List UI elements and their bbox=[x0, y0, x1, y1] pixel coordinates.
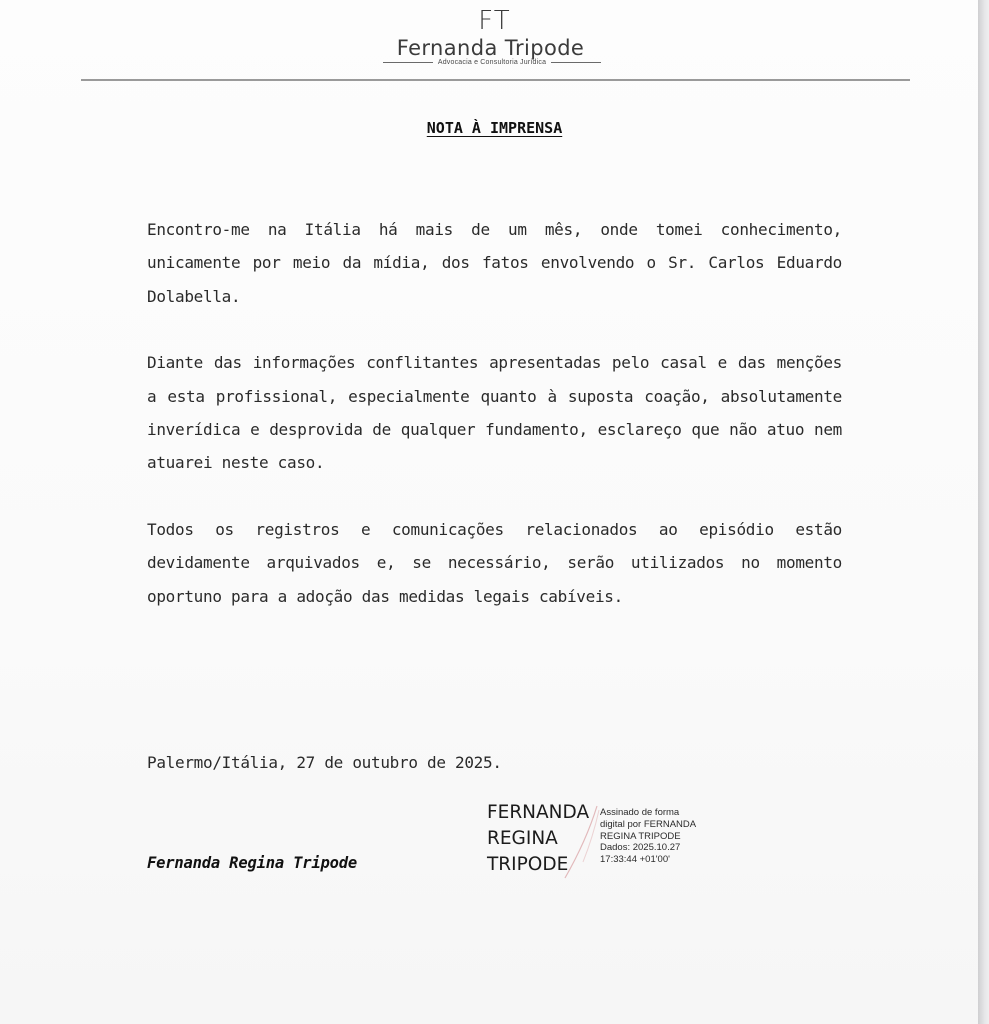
digital-signature-stamp bbox=[487, 800, 717, 882]
signature-info bbox=[600, 807, 696, 866]
place-date: Palermo/Itália, 27 de outubro de 2025. bbox=[147, 753, 502, 772]
signature-info-line: digital por FERNANDA bbox=[600, 818, 697, 830]
signer-name: Fernanda Regina Tripode bbox=[147, 854, 358, 872]
signature-info-line: REGINA TRIPODE bbox=[600, 830, 681, 842]
document-body bbox=[147, 213, 842, 646]
signature-info-line: Assinado de forma bbox=[600, 807, 680, 818]
signature-name-line: REGINA bbox=[487, 828, 558, 849]
tagline-text: Advocacia e Consultoria Jurídica bbox=[437, 59, 547, 66]
signature-info-line: 17:33:44 +01'00' bbox=[600, 854, 670, 866]
paragraph-3: Todos os registros e comunicações relacionados ao episódio estão devidamente arquivados e, se necessário, serão utilizados no momento oportuno para a adoção das medidas legais cabíveis. bbox=[147, 519, 842, 606]
header-divider bbox=[81, 79, 910, 81]
paragraph-2: Diante das informações conflitantes apresentadas pelo casal e das menções a esta profissional, especialmente quanto à suposta coação, absolutamente inverídica e desprovida de qualquer fundamento, esclareço que não atuo nem atuarei neste caso. bbox=[147, 353, 842, 473]
signature-name-line: TRIPODE bbox=[487, 854, 569, 875]
page-edge-shadow bbox=[978, 0, 989, 1024]
paragraph-1: Encontro-me na Itália há mais de um mês, onde tomei conhecimento, unicamente por meio da mídia, dos fatos envolvendo o Sr. Carlos Eduardo Dolabella. bbox=[147, 220, 842, 306]
tagline-right-rule bbox=[551, 62, 601, 63]
tagline-left-rule bbox=[383, 62, 433, 63]
firm-monogram-logo: FT bbox=[478, 6, 511, 36]
document-title: NOTA À IMPRENSA bbox=[426, 119, 563, 137]
firm-tagline bbox=[383, 59, 601, 66]
signature-info-line: Dados: 2025.10.27 bbox=[600, 842, 681, 854]
signature-name bbox=[487, 800, 589, 878]
signature-name-line: FERNANDA bbox=[487, 802, 590, 823]
firm-name: Fernanda Tripode bbox=[396, 36, 585, 60]
